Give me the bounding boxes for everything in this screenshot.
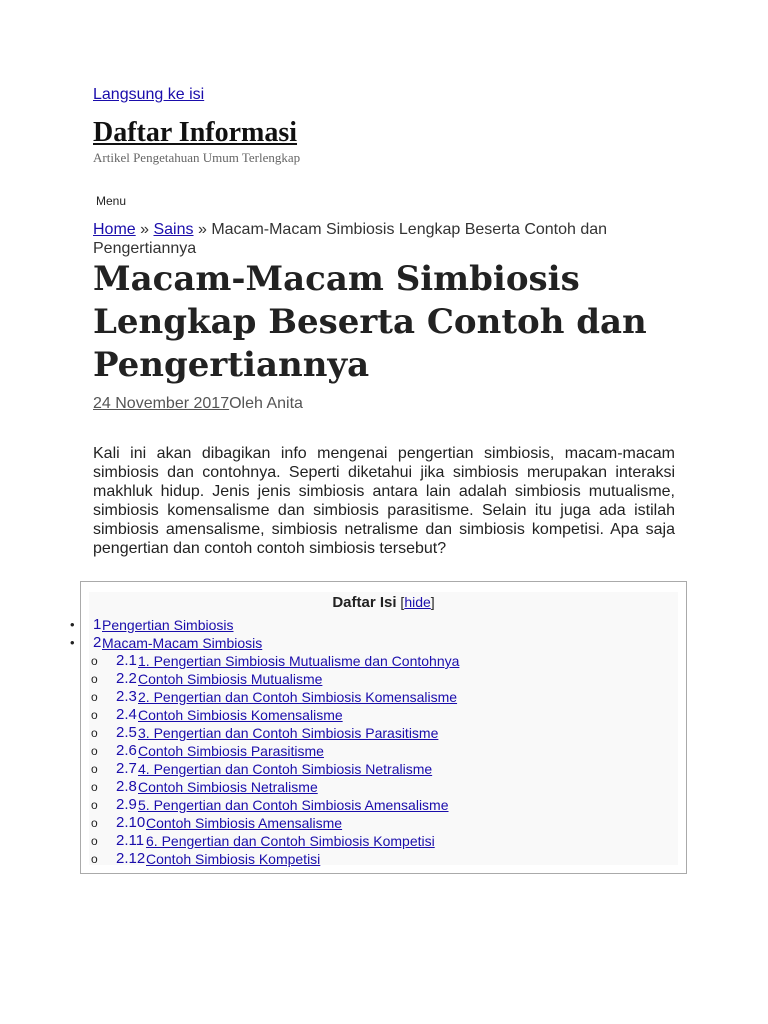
bullet-circle-icon: o	[91, 780, 98, 794]
toc-item-number: 2.8	[116, 778, 137, 795]
toc-item-label: Contoh Simbiosis Parasitisme	[138, 743, 324, 759]
toc-item-label: Pengertian Simbiosis	[102, 617, 234, 633]
toc-item-number: 2.11	[116, 832, 145, 849]
toc-item-label: 6. Pengertian dan Contoh Simbiosis Kompetisi	[146, 833, 435, 849]
toc-item-label: Macam-Macam Simbiosis	[102, 635, 263, 651]
toc-item	[89, 724, 678, 742]
toc-item	[89, 760, 678, 778]
toc-item-number: 2.6	[116, 742, 137, 759]
toc-item-label: Contoh Simbiosis Kompetisi	[146, 851, 321, 867]
toc-hide-link[interactable]: hide	[404, 594, 431, 610]
toc-item	[89, 742, 678, 760]
post-date-link[interactable]: 24 November 2017	[93, 395, 230, 412]
bullet-circle-icon: o	[91, 834, 98, 848]
toc-item	[70, 634, 678, 652]
breadcrumb-separator: »	[193, 221, 212, 238]
toc-panel	[70, 592, 678, 867]
skip-to-content-link[interactable]: Langsung ke isi	[93, 86, 205, 103]
toc-toggle	[397, 594, 435, 610]
bullet-disc-icon: •	[70, 635, 75, 650]
toc-header	[89, 592, 678, 616]
breadcrumb-home-link[interactable]: Home	[93, 221, 136, 238]
toc-item-number: 2.2	[116, 670, 137, 687]
toc-item-number: 2.12	[116, 850, 146, 867]
bullet-circle-icon: o	[91, 816, 98, 830]
toc-item	[89, 832, 678, 850]
toc-item-label: 2. Pengertian dan Contoh Simbiosis Komensalisme	[138, 689, 458, 705]
post-meta	[93, 395, 303, 413]
toc-item-number: 2.3	[116, 688, 137, 705]
site-description: Artikel Pengetahuan Umum Terlengkap	[93, 150, 301, 165]
toc-item	[89, 814, 678, 832]
toc-title: Daftar Isi	[332, 594, 397, 611]
toc-bracket-close: ]	[430, 594, 435, 610]
toc-item	[89, 778, 678, 796]
toc-item-number: 2	[93, 634, 102, 651]
site-title[interactable]: Daftar Informasi	[93, 117, 298, 148]
toc-item	[89, 796, 678, 814]
toc-item-number: 2.1	[116, 652, 137, 669]
toc-item-number: 1	[93, 616, 102, 633]
bullet-circle-icon: o	[91, 852, 98, 866]
toc-item-label: 5. Pengertian dan Contoh Simbiosis Amensalisme	[138, 797, 449, 813]
bullet-circle-icon: o	[91, 798, 98, 812]
bullet-circle-icon: o	[91, 690, 98, 704]
bullet-circle-icon: o	[91, 744, 98, 758]
bullet-circle-icon: o	[91, 726, 98, 740]
breadcrumb-category-link[interactable]: Sains	[153, 221, 194, 238]
toc-item-label: Contoh Simbiosis Amensalisme	[146, 815, 343, 831]
post-title: Macam-Macam Simbiosis Lengkap Beserta Contoh dan Pengertiannya	[93, 259, 647, 385]
toc-item-label: 4. Pengertian dan Contoh Simbiosis Netralisme	[138, 761, 433, 777]
toc-item-label: Contoh Simbiosis Mutualisme	[138, 671, 323, 687]
toc-item-number: 2.4	[116, 706, 137, 723]
bullet-circle-icon: o	[91, 654, 98, 668]
toc-item-label: 1. Pengertian Simbiosis Mutualisme dan Contohnya	[138, 653, 460, 669]
breadcrumb	[93, 220, 683, 258]
toc-item-number: 2.7	[116, 760, 137, 777]
toc-item-label: Contoh Simbiosis Netralisme	[138, 779, 318, 795]
breadcrumb-separator: »	[135, 221, 154, 238]
toc-bracket-open: [	[396, 594, 405, 610]
bullet-disc-icon: •	[70, 617, 75, 632]
breadcrumb-current: Macam-Macam Simbiosis Lengkap Beserta Contoh dan Pengertiannya	[93, 221, 608, 257]
bullet-circle-icon: o	[91, 708, 98, 722]
menu-button[interactable]: Menu	[96, 194, 127, 208]
toc-item-label: 3. Pengertian dan Contoh Simbiosis Parasitisme	[138, 725, 439, 741]
bullet-circle-icon: o	[91, 762, 98, 776]
toc-item-number: 2.10	[116, 814, 146, 831]
toc-item-label: Contoh Simbiosis Komensalisme	[138, 707, 343, 723]
table-of-contents	[70, 581, 687, 874]
toc-item	[89, 706, 678, 724]
toc-item	[89, 652, 678, 670]
toc-item	[89, 850, 678, 868]
toc-item-number: 2.5	[116, 724, 137, 741]
toc-item	[89, 688, 678, 706]
toc-list	[70, 616, 678, 868]
toc-item	[89, 670, 678, 688]
post-author: Oleh Anita	[229, 395, 303, 412]
toc-item	[70, 616, 678, 634]
bullet-circle-icon: o	[91, 672, 98, 686]
toc-item-number: 2.9	[116, 796, 137, 813]
intro-paragraph: Kali ini akan dibagikan info mengenai pengertian simbiosis, macam-macam simbiosis dan contohnya. Seperti diketahui jika simbiosis merupakan interaksi makhluk hidup. Jenis jenis simbiosis antara lain adalah simbiosis mutualisme, simbiosis komensalisme dan simbiosis parasitisme. Selain itu juga ada istilah simbiosis amensalisme, simbiosis netralisme dan simbiosis kompetisi. Apa saja pengertian dan contoh contoh simbiosis tersebut?	[93, 445, 675, 557]
